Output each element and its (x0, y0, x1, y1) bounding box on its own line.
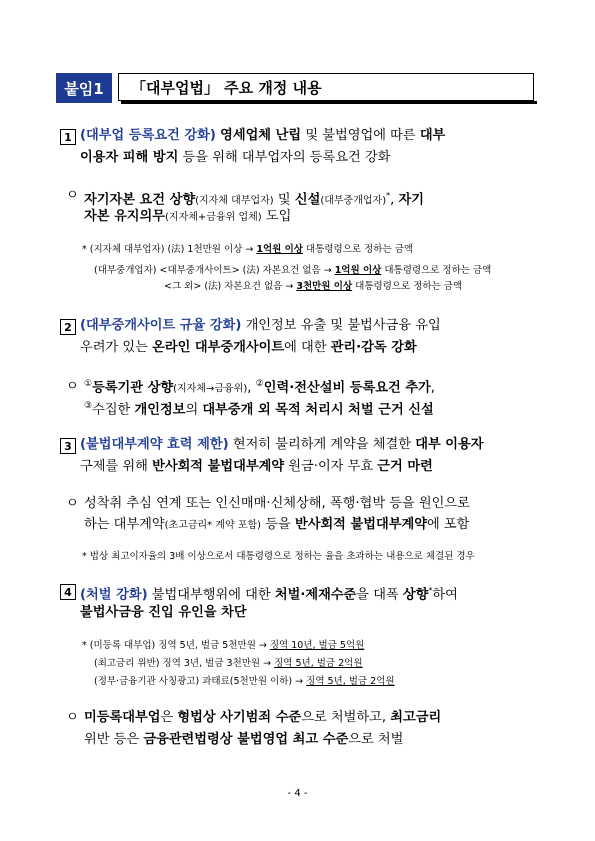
s4-note-2: (최고금리 위반) 징역 3년, 벌금 3천만원 → 징역 5년, 벌금 2억원 (94, 658, 363, 669)
title-box-shadow (121, 101, 537, 104)
section-number-2: 2 (60, 319, 76, 335)
s2-line-1: (대부중개사이트 규율 강화) 개인정보 유출 및 불법사금융 유입 (80, 318, 441, 333)
s2-bullet-mark: ㅇ (66, 379, 79, 394)
section-number-1: 1 (60, 129, 76, 145)
s1-bullet-mark: ㅇ (66, 188, 79, 203)
s1-note-2: (대부중개업자) <대부중개사이트> (法) 자본요건 없음 → 1억원 이상 대통령령으로 정하는 금액 (94, 265, 492, 276)
s4-line-2: 불법사금융 진입 유인을 차단 (80, 605, 247, 620)
s1-note-3: <그 외> (法) 자본요건 없음 → 3천만원 이상 대통령령으로 정하는 금액 (164, 281, 463, 292)
section-number-3: 3 (60, 438, 76, 454)
s2-bullet-line-2: ③수집한 개인정보의 대부중개 외 목적 처리시 처벌 근거 신설 (84, 401, 434, 418)
s3-bullet-mark: ㅇ (66, 496, 79, 511)
s3-note: * 법상 최고이자율의 3배 이상으로서 대통령령으로 정하는 율을 초과하는 내용으로 체결된 경우 (82, 551, 475, 562)
s1-bullet-line-1: 자기자본 요건 상향(지자체 대부업자) 및 신설(대부중개업자)*, 자기 (84, 191, 424, 208)
attachment-tag: 붙임1 (56, 73, 112, 103)
section-number-4: 4 (60, 584, 76, 600)
s3-bullet-line-2: 하는 대부계약(초고금리* 계약 포함) 등을 반사회적 불법대부계약에 포함 (84, 517, 470, 532)
s2-line-2: 우려가 있는 온라인 대부중개사이트에 대한 관리·감독 강화 (80, 340, 417, 355)
s1-line-2: 이용자 피해 방지 등을 위해 대부업자의 등록요건 강화 (80, 150, 391, 165)
s1-line-1: (대부업 등록요건 강화) 영세업체 난립 및 불법영업에 따른 대부 (80, 128, 446, 143)
s3-bullet-line-1: 성착취 추심 연계 또는 인신매매·신체상해, 폭행·협박 등을 원인으로 (84, 496, 470, 511)
s4-note-3: (정부·금융기관 사칭광고) 과태료(5천만원 이하) → 징역 5년, 벌금 2억원 (94, 676, 395, 687)
s3-line-1: (불법대부계약 효력 제한) 현저히 불리하게 계약을 체결한 대부 이용자 (80, 437, 484, 452)
s4-note-1: * (미등록 대부업) 징역 5년, 벌금 5천만원 → 징역 10년, 벌금 5억원 (82, 640, 365, 651)
s2-bullet-line-1: ①등록기관 상향(지자체→금융위), ②인력·전산설비 등록요건 추가, (84, 379, 435, 396)
s1-bullet-line-2: 자본 유지의무(지자체+금융위 업체) 도입 (84, 209, 292, 224)
s4-bullet-line-2: 위반 등은 금융관련법령상 불법영업 최고 수준으로 처벌 (84, 732, 404, 747)
s3-line-2: 구제를 위해 반사회적 불법대부계약 원금·이자 무효 근거 마련 (80, 459, 433, 474)
page-title: 「대부업법」 주요 개정 내용 (118, 73, 534, 101)
page-number: - 4 - (287, 788, 308, 799)
s4-bullet-line-1: 미등록대부업은 형법상 사기범죄 수준으로 처벌하고, 최고금리 (84, 710, 442, 725)
s4-bullet-mark: ㅇ (66, 710, 79, 725)
s1-note-1: * (지자체 대부업자) (法) 1천만원 이상 → 1억원 이상 대통령령으로 정하는 금액 (82, 244, 413, 255)
s4-line-1: (처벌 강화) 불법대부행위에 대한 처벌·제재수준을 대폭 상향*하여 (80, 586, 458, 603)
